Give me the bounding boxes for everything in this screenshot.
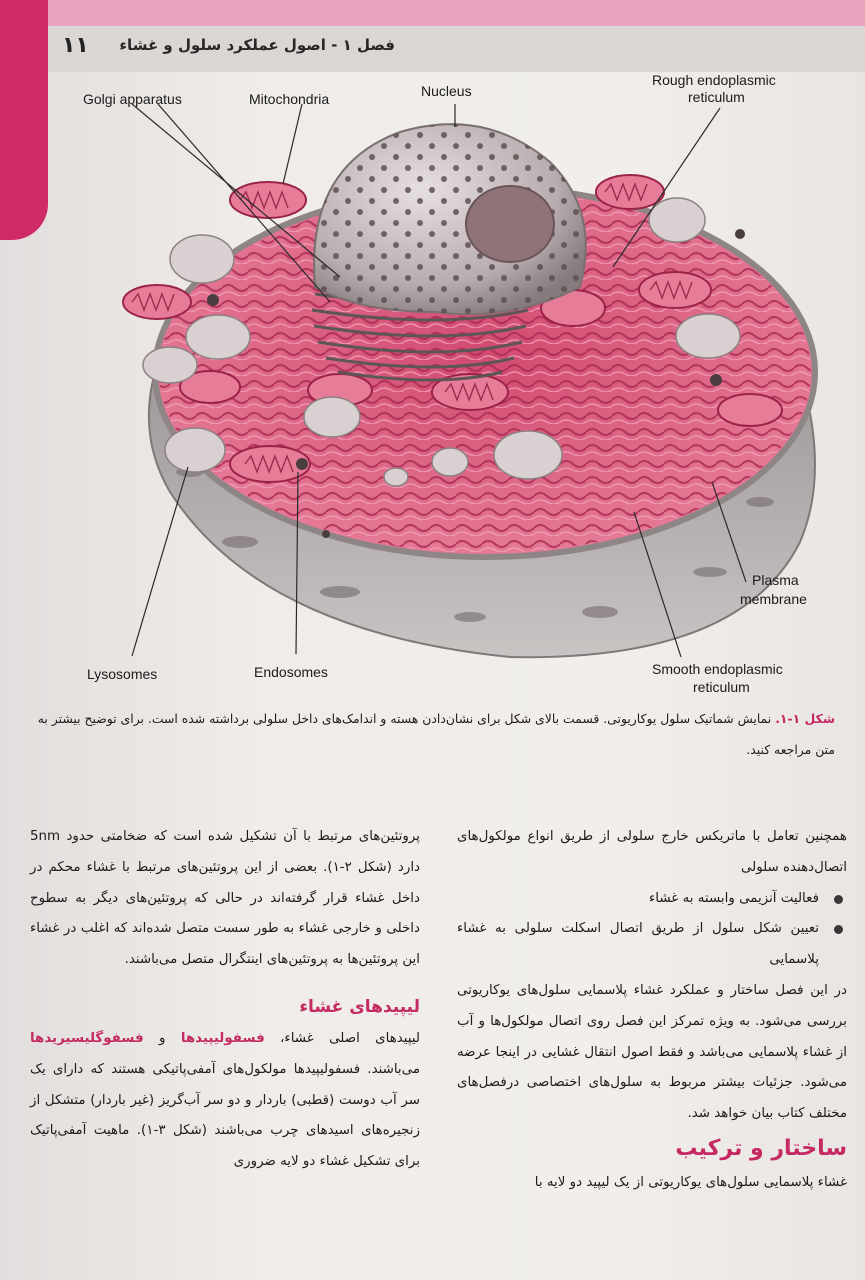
bullet-item-1: فعالیت آنزیمی وابسته به غشاء — [457, 884, 847, 915]
label-rough-er-line1: Rough endoplasmic — [652, 72, 776, 88]
intro-paragraph: همچنین تعامل با ماتریکس خارج سلولی از طریق انواع مولکول‌های اتصال‌دهنده سلولی — [457, 829, 847, 875]
left-text-column — [30, 822, 420, 1178]
label-plasma-membrane-line2: membrane — [740, 591, 807, 607]
label-smooth-er-line2: reticulum — [693, 679, 750, 695]
bullet-item-2: تعیین شکل سلول از طریق اتصال اسکلت سلولی به غشاء پلاسمایی — [457, 914, 847, 976]
cell-diagram-figure — [40, 72, 865, 697]
figure-caption-text: نمایش شماتیک سلول یوکاریوتی. قسمت بالای شکل برای نشان‌دادن هسته و اندامک‌های داخل سلولی برداشته شده است. برای توضیح بیشتر به متن مراجعه کنید. — [37, 711, 835, 757]
top-color-band — [0, 0, 865, 26]
structure-first-line: غشاء پلاسمایی سلول‌های یوکاریوتی از یک لیپید دو لایه با — [534, 1174, 847, 1190]
label-mitochondria: Mitochondria — [249, 91, 330, 107]
lipids-text-1: لیپیدهای اصلی غشاء، — [264, 1030, 420, 1046]
term-phospholipids: فسفولیپیدها — [180, 1030, 265, 1046]
label-plasma-membrane-line1: Plasma — [752, 572, 799, 588]
membrane-proteins-paragraph: پروتئین‌های مرتبط با آن تشکیل شده است که ضخامتی حدود 5nm دارد (شکل ۲-۱). بعضی از این پروتئین‌های مرتبط با غشاء محکم در داخل غشاء قرار گرفته‌اند در حالی که پروتئین‌های دیگر به سطوح داخلی و خارجی غشاء به طور سست متصل شده‌اند که اغلب در غشاء این پروتئین‌ها به پروتئین‌های اینتگرال متصل می‌باشند. — [30, 829, 421, 968]
chapter-title: فصل ۱ - اصول عملکرد سلول و غشاء — [119, 36, 395, 54]
nucleolus — [466, 186, 554, 262]
label-endosomes: Endosomes — [254, 664, 328, 680]
term-phosphoglycerides: فسفوگلیسیریدها — [30, 1030, 144, 1046]
figure-caption — [30, 703, 835, 765]
label-lysosomes: Lysosomes — [87, 666, 158, 682]
label-rough-er-line2: reticulum — [688, 89, 745, 105]
chapter-overview-paragraph: در این فصل ساختار و عملکرد غشاء پلاسمایی سلول‌های یوکاریوتی بررسی می‌شود. به ویژه تمرکز این فصل روی اتصال مولکول‌ها و آب از غشاء پلاسمایی می‌باشد و فقط اصول انتقال غشایی در اینجا عرضه می‌شود. جزئیات بیشتر مربوط به سلول‌های اختصاصی درفصل‌های مختلف کتاب بیان خواهد شد. — [457, 982, 847, 1122]
label-smooth-er-line1: Smooth endoplasmic — [652, 661, 783, 677]
lipids-text-2: و — [143, 1030, 181, 1046]
section-heading-lipids: لیپیدهای غشاء — [299, 996, 420, 1017]
label-nucleus: Nucleus — [421, 83, 472, 99]
page-number: ۱۱ — [62, 33, 89, 58]
figure-caption-number: شکل ۱-۱. — [775, 711, 835, 726]
lipids-paragraph — [30, 1024, 420, 1178]
right-text-column — [457, 822, 847, 1199]
lipids-text-3: می‌باشند. فسفولیپیدها مولکول‌های آمفی‌پاتیکی هستند که دارای یک سر آب دوست (قطبی) باردار و دو سر آب‌گریز (غیر باردار) متشکل از زنجیره‌های اسیدهای چرب می‌باشند (شکل ۳-۱). ماهیت آمفی‌پاتیک برای تشکیل غشاء دو لایه ضروری — [30, 1061, 420, 1170]
label-golgi-apparatus: Golgi apparatus — [83, 91, 182, 107]
nucleus — [314, 124, 586, 314]
section-heading-structure: ساختار و ترکیب — [675, 1135, 847, 1161]
